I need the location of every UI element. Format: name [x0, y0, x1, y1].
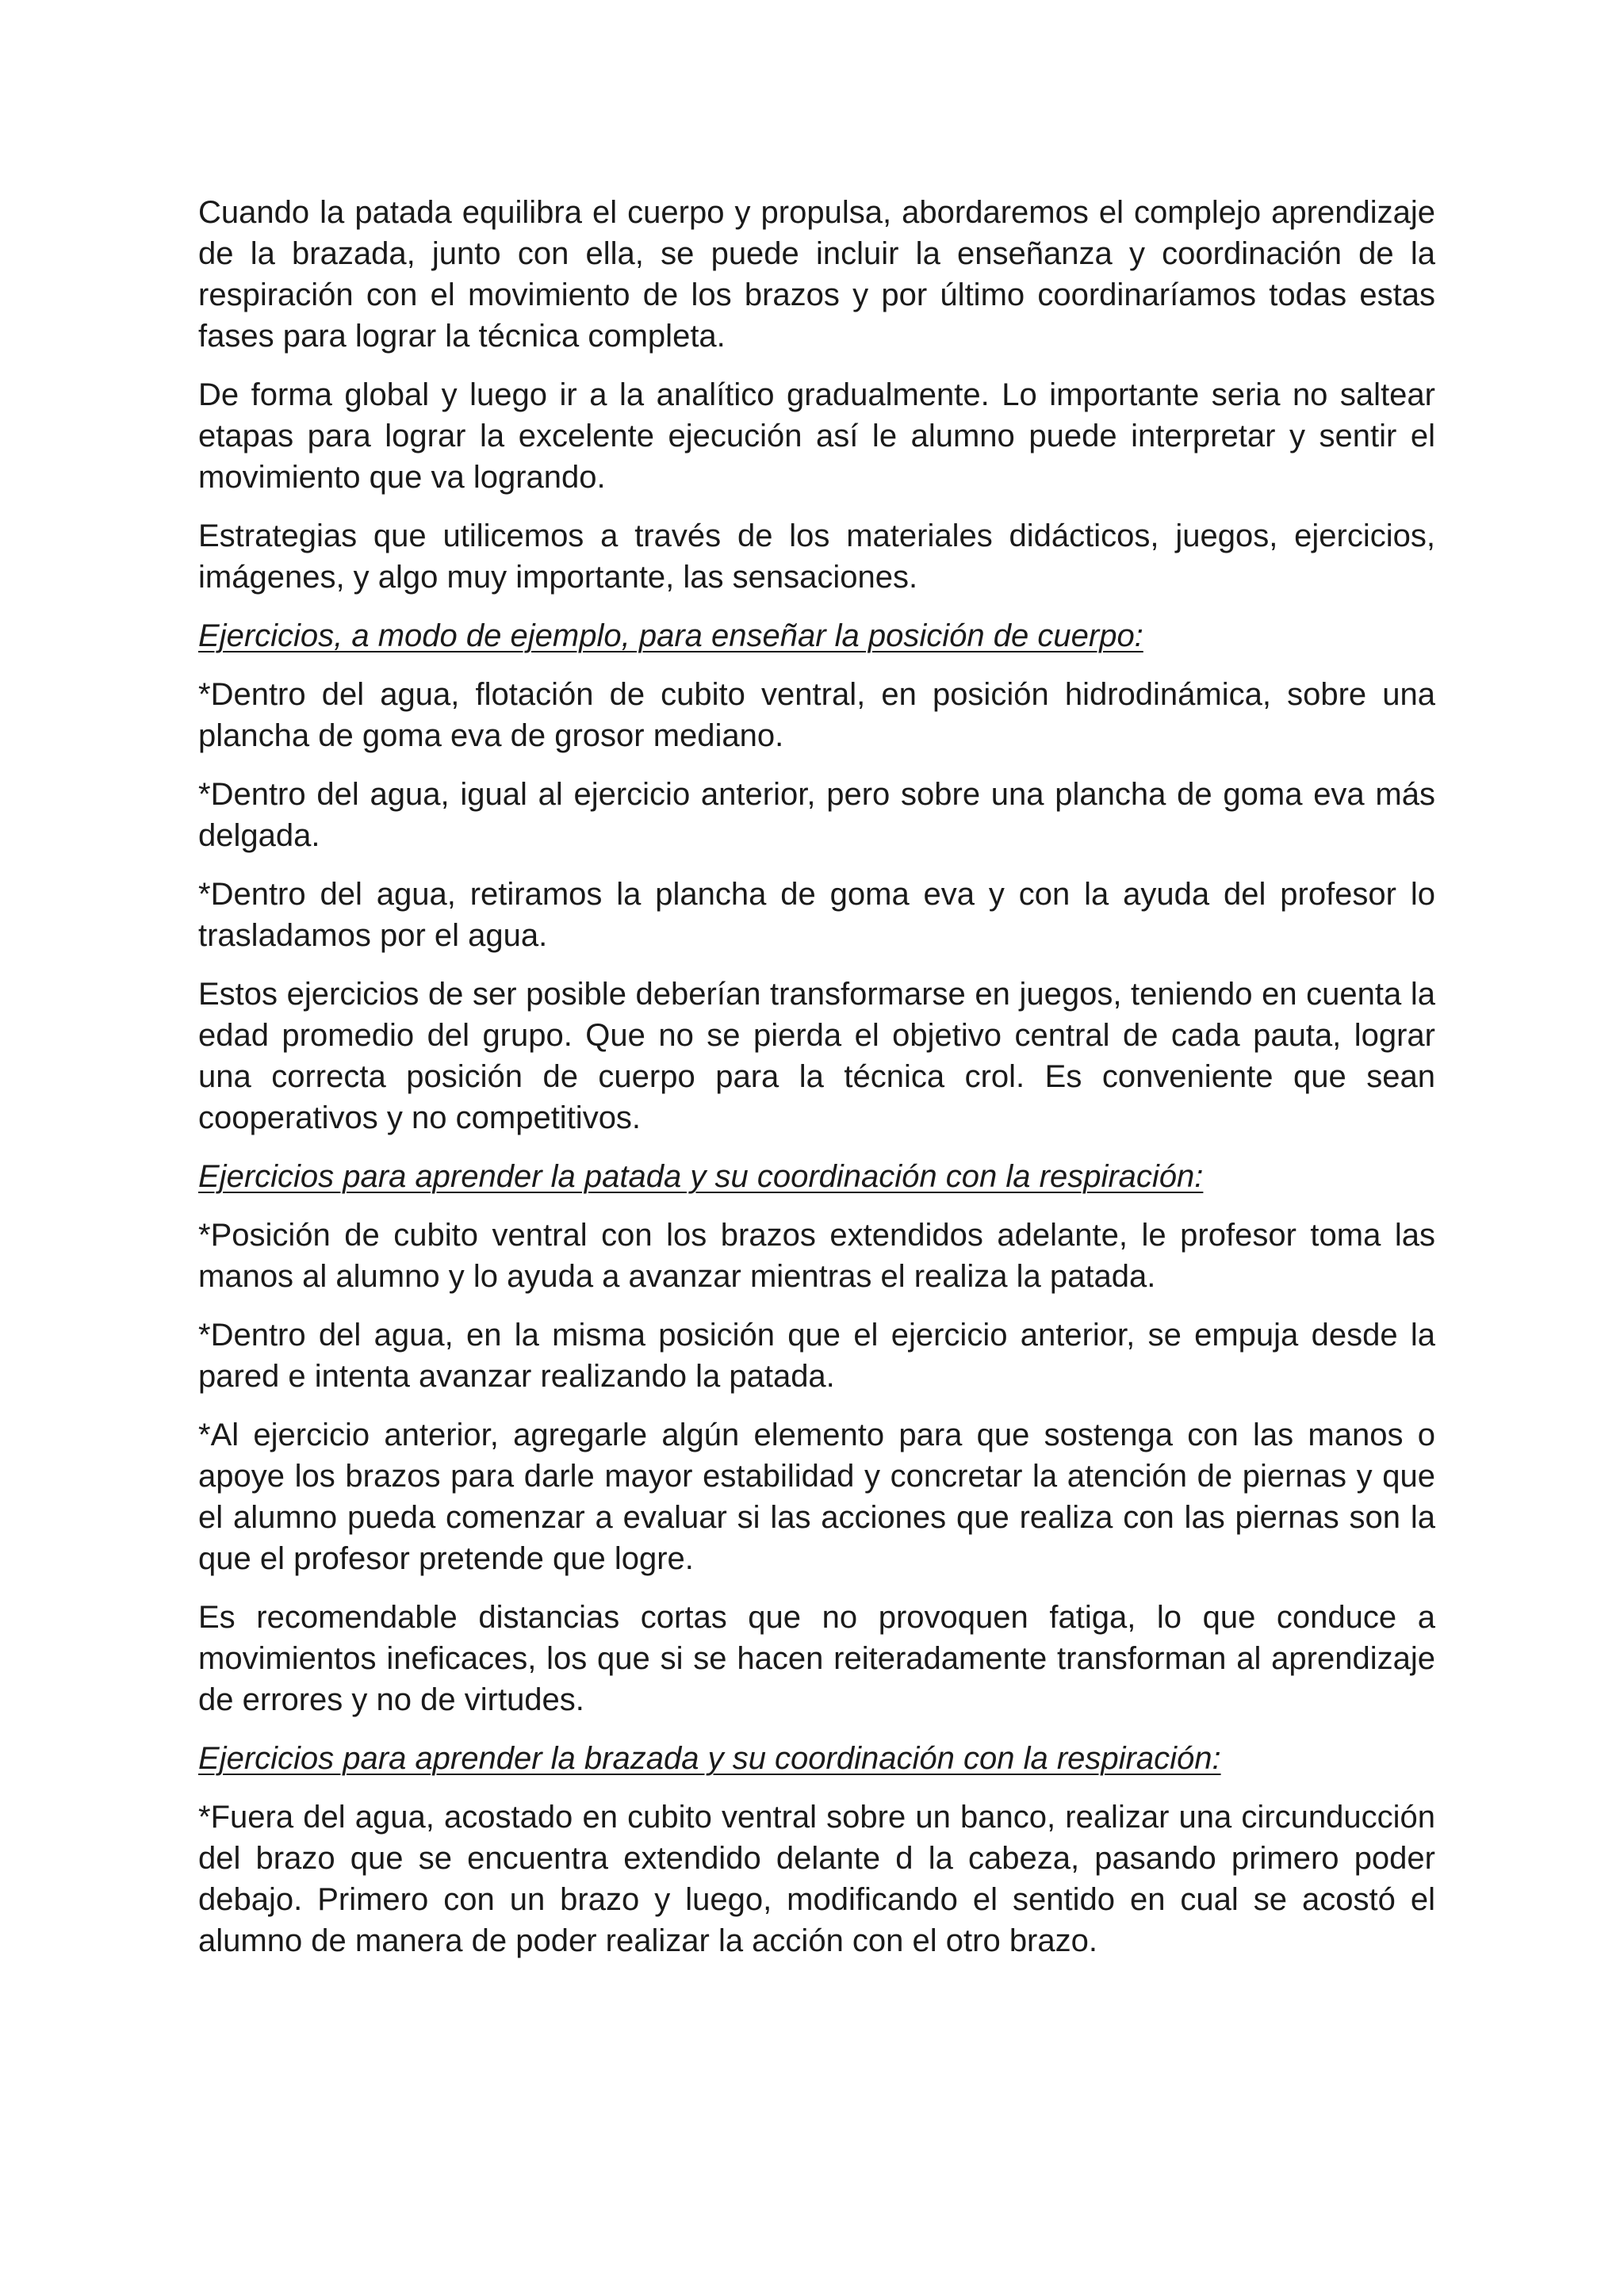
- paragraph-juegos: Estos ejercicios de ser posible deberían transformarse en juegos, teniendo en cuenta la edad promedio del grupo. Que no se pierda el objetivo central de cada pauta, lograr una correcta posición de cuerpo para la técnica crol. Es conveniente que sean cooperativos y no competitivos.: [198, 977, 1435, 1135]
- paragraph-intro-brazada: Cuando la patada equilibra el cuerpo y propulsa, abordaremos el complejo aprendizaje de la brazada, junto con ella, se puede incluir la enseñanza y coordinación de la respiración con el movimiento de los brazos y por último coordinaríamos todas estas fases para lograr la técnica completa.: [198, 195, 1435, 354]
- exercise-elemento-apoyo: *Al ejercicio anterior, agregarle algún elemento para que sostenga con las manos o apoye los brazos para darle mayor estabilidad y concretar la atención de piernas y que el alumno pueda comenzar a evaluar si las acciones que realiza con las piernas son la que el profesor pretende que logre.: [198, 1418, 1435, 1576]
- exercise-flotacion: *Dentro del agua, flotación de cubito ventral, en posición hidrodinámica, sobre una plancha de goma eva de grosor mediano.: [198, 677, 1435, 753]
- heading-brazada: Ejercicios para aprender la brazada y su coordinación con la respiración:: [198, 1741, 1221, 1776]
- paragraph-distancias-cortas: Es recomendable distancias cortas que no provoquen fatiga, lo que conduce a movimientos ineficaces, los que si se hacen reiteradamente transforman al aprendizaje de errores y no de virtudes.: [198, 1600, 1435, 1717]
- exercise-banco: *Fuera del agua, acostado en cubito ventral sobre un banco, realizar una circunducción del brazo que se encuentra extendido delante d la cabeza, pasando primero poder debajo. Primero con un brazo y luego, modificando el sentido en cual se acostó el alumno de manera de poder realizar la acción con el otro brazo.: [198, 1800, 1435, 1958]
- exercise-manos-profesor: *Posición de cubito ventral con los brazos extendidos adelante, le profesor toma las manos al alumno y lo ayuda a avanzar mientras el realiza la patada.: [198, 1218, 1435, 1294]
- paragraph-estrategias: Estrategias que utilicemos a través de los materiales didácticos, juegos, ejercicios, imágenes, y algo muy importante, las sensaciones.: [198, 519, 1435, 595]
- exercise-empuje-pared: *Dentro del agua, en la misma posición que el ejercicio anterior, se empuja desde la pared e intenta avanzar realizando la patada.: [198, 1318, 1435, 1394]
- exercise-plancha-delgada: *Dentro del agua, igual al ejercicio anterior, pero sobre una plancha de goma eva más delgada.: [198, 777, 1435, 853]
- heading-patada: Ejercicios para aprender la patada y su coordinación con la respiración:: [198, 1159, 1204, 1194]
- document-body: [198, 192, 1435, 1979]
- exercise-sin-plancha: *Dentro del agua, retiramos la plancha de goma eva y con la ayuda del profesor lo trasladamos por el agua.: [198, 877, 1435, 953]
- heading-posicion-cuerpo: Ejercicios, a modo de ejemplo, para enseñar la posición de cuerpo:: [198, 618, 1143, 653]
- paragraph-forma-global: De forma global y luego ir a la analítico gradualmente. Lo importante seria no saltear etapas para lograr la excelente ejecución así le alumno puede interpretar y sentir el movimiento que va logrando.: [198, 377, 1435, 495]
